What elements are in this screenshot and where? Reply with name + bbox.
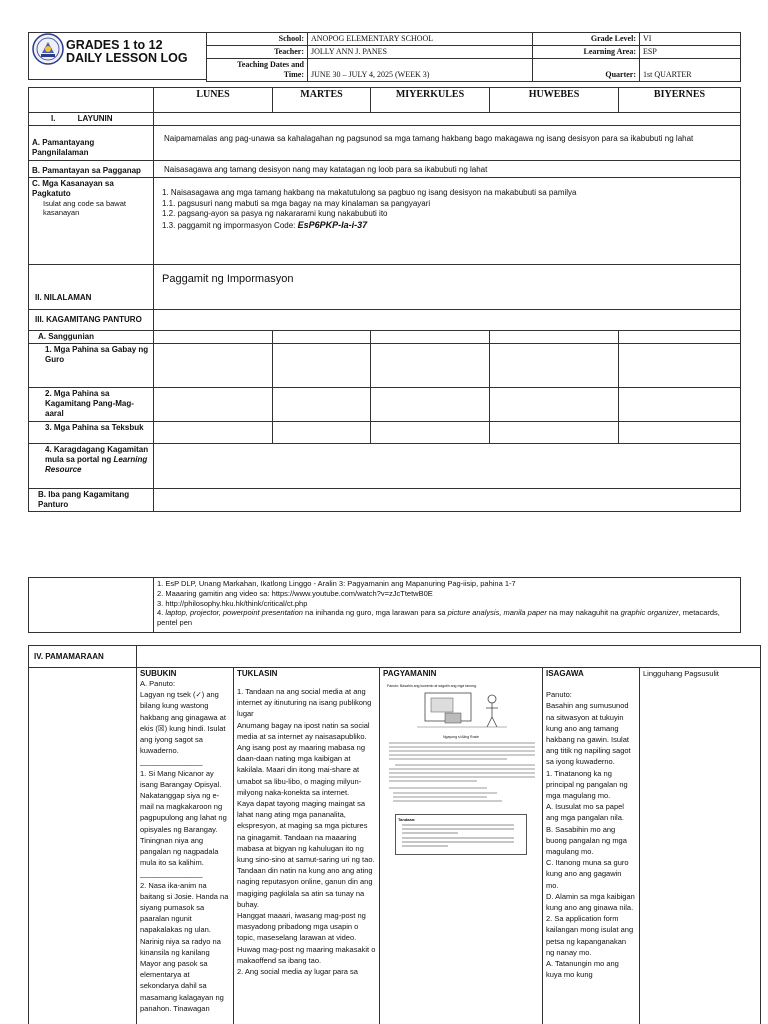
- kagamitang-pang-label: 2. Mga Pahina sa Kagamitang Pang-Mag-aaral: [29, 388, 154, 422]
- quarter-value: [640, 59, 741, 82]
- pamamaraan-table: [28, 645, 761, 1024]
- reference-4-f: graphic organizer: [620, 608, 679, 618]
- karagdagang-blank: [154, 444, 741, 489]
- title-line-1: GRADES 1 to 12: [66, 38, 163, 52]
- kasanayan-line-4: [162, 220, 737, 232]
- reference-4-b: laptop, projector, powerpoint presentation: [165, 608, 303, 618]
- sanggunian-label: A. Sanggunian: [29, 331, 154, 344]
- day-header-huwebes: HUWEBES: [490, 88, 619, 113]
- tandaan-text-icon: [398, 822, 518, 848]
- gabay-cell-4: [490, 344, 619, 388]
- gabay-cell-5: [619, 344, 741, 388]
- lesson-log-table: [28, 87, 741, 512]
- kasanayan-cell: [29, 178, 154, 265]
- pamamaraan-label: IV. PAMAMARAAN: [29, 646, 137, 668]
- layunin-label: [29, 113, 154, 126]
- reference-4-e: na may nakaguhit na: [546, 608, 621, 618]
- reference-1: 1. EsP DLP, Unang Markahan, Ikatlong Linggo - Aralin 3: Pagyamanin ang Mapanuring Pag-iisip, pahina 1-7: [157, 579, 516, 588]
- teksbuk-label: 3. Mga Pahina sa Teksbuk: [29, 422, 154, 444]
- teacher-label: Teacher:: [207, 46, 308, 59]
- gabay-cell-1: [154, 344, 273, 388]
- nilalaman-label: II. NILALAMAN: [29, 265, 154, 310]
- kasanayan-code: EsP6PKP-Ia-i-37: [297, 219, 368, 230]
- kasanayan-line-3: 1.2. pagsang-ayon sa pasya ng nakararami kung nakabubuti ito: [162, 209, 388, 218]
- kagamitan-label: III. KAGAMITANG PANTURO: [29, 310, 154, 331]
- learning-area-value: ESP: [640, 46, 741, 59]
- isagawa-header: ISAGAWA: [546, 669, 584, 678]
- nilalaman-text: Paggamit ng Impormasyon: [154, 265, 741, 310]
- pamamaraan-blank: [137, 646, 761, 668]
- pagganap-text: Naisasagawa ang tamang desisyon nang may katatagan ng loob para sa ikabubuti ng lahat: [154, 161, 741, 178]
- kagamitang-cell-4: [490, 388, 619, 422]
- teaching-dates-value: [308, 59, 533, 82]
- teksbuk-cell-1: [154, 422, 273, 444]
- kasanayan-line-2: 1.1. pagsusuri nang mabuti sa mga bagay na may kinalaman sa pangyayari: [162, 198, 431, 208]
- lingguhan-header: Lingguhang Pagsusulit: [643, 669, 719, 678]
- references-list: [154, 578, 741, 633]
- pamantayang-text: Naipamamalas ang pag-unawa sa kahalagahan ng pagsunod sa mga tamang hakbang bago makagawa ng isang desisyon para sa ikabubuti ng lahat: [154, 126, 741, 161]
- gabay-cell-3: [371, 344, 490, 388]
- layunin-blank: [154, 113, 741, 126]
- title-line-2: DAILY LESSON LOG: [66, 51, 188, 65]
- kagamitang-cell-5: [619, 388, 741, 422]
- tuklasin-text: 1. Tandaan na ang social media at ang internet ay itinuturing na isang publikong lugar Anumang bagay na ipost natin sa social media at sa internet ay naisasapubliko. Ang isang post ay maaring mabasa ng daan-daan nating mga kaibigan at kakilala. Maari din itong mai-share at umabot sa libu-libo, o maging milyun-milyong naka-konekta sa internet. Kaya dapat tayong maging maingat sa lahat nang ating mga pananalita, ekspresyon, at maging sa mga pictures na ginagamit. Tandaan na maaaring mabasa at bigyan ng kahulugan ito ng kung sino-sino at samut-saring uri ng tao. Tandaan din natin na kung ano ang ating naging reputasyon online, ganun din ang magiging pagkilala sa atin sa tunay na buhay. Hanggat maaari, iwasang mag-post ng masyadong pribadong mga usapin o topic, maseselang larawan at video. Huwag mag-post ng maaring makasakit o makaoffend sa ibang tao. 2. Ang social media ay lugar para sa: [237, 687, 376, 977]
- day-header-martes: MARTES: [273, 88, 371, 113]
- day-header-miyerkules: MIYERKULES: [371, 88, 490, 113]
- isagawa-text: Panuto: Basahin ang sumusunod na sitwasyon at tukuyin kung ano ang tamang hakbang na gawin. Isulat ang titik ng napiling sagot sa iyong kuwaderno. 1. Tinatanong ka ng principal ng pangalan ng mga magulang mo. A. Isusulat mo sa papel ang mga pangalan nila. B. Sasabihin mo ang buong pangalan ng mga magulang mo. C. Itanong muna sa guro kung ano ang gagawin mo. D. Alamin sa mga kaibigan kung ano ang ginawa nila. 2. Sa application form kailangan mong isulat ang petsa ng kapanganakan ng nanay mo. A. Tatanungin mo ang kuya mo kung: [546, 690, 635, 980]
- pagyamanin-tandaan: Tandaan:: [398, 817, 416, 822]
- kagamitang-cell-1: [154, 388, 273, 422]
- subukin-header: SUBUKIN: [140, 669, 177, 678]
- pamamaraan-left-blank: [29, 668, 137, 1024]
- reference-4-a: 4.: [157, 608, 166, 618]
- teaching-dates-label-1: Teaching Dates and: [237, 60, 304, 69]
- kagamitang-cell-2: [273, 388, 371, 422]
- iba-label: B. Iba pang Kagamitang Panturo: [29, 489, 154, 512]
- gabay-cell-2: [273, 344, 371, 388]
- sanggunian-cell-1: [154, 331, 273, 344]
- kasanayan-line-1: 1. Naisasagawa ang mga tamang hakbang na makatutulong sa pagbuo ng isang desisyon na makabubuti sa pamilya: [162, 188, 577, 197]
- kasanayan-note: Isulat ang code sa bawat kasanayan: [43, 199, 126, 217]
- reference-4: [157, 608, 737, 628]
- subukin-column: [137, 668, 234, 1024]
- teaching-dates-text: JUNE 30 – JULY 4, 2025 (WEEK 3): [311, 70, 430, 79]
- subukin-text: A. Panuto: Lagyan ng tsek (✓) ang bilang kung wastong hakbang ang ginagawa at ekis (☒) kung hindi. Isulat ang iyong sagot sa kuwaderno. _______________ 1. Si Mang Nicanor ay isang Barangay Opisyal. Nakatanggap siya ng e-mail na magkakaroon ng pagpupulong ang lahat ng opisyales ng Barangay. Tiningnan niya ang pangalan ng nagpadala mula ito sa kalihim. _______________ 2. Nasa ika-anim na baitang si Josie. Handa na siyang pumasok sa paaralan ngunit napakalakas ng ulan. Narinig niya sa radyo na kinansila ng kanilang Mayor ang pasok sa elementarya at sekondarya dahil sa masamang kalagayan ng panahon. Tinawagan: [140, 679, 229, 1013]
- reference-4-d: picture analysis, manila paper: [447, 608, 547, 618]
- tuklasin-header: TUKLASIN: [237, 669, 278, 678]
- header-info-table: [206, 32, 741, 82]
- kasanayan-label: C. Mga Kasanayan sa Pagkatuto: [32, 179, 114, 198]
- gabay-label: 1. Mga Pahina sa Gabay ng Guro: [29, 344, 154, 388]
- teksbuk-cell-4: [490, 422, 619, 444]
- worksheet-illustration-icon: [387, 689, 537, 731]
- worksheet-story-text-icon: [387, 740, 537, 810]
- references-left-blank: [29, 578, 154, 633]
- karagdagang-text: 4. Karagdagang Kagamitan mula sa portal ng: [45, 445, 149, 464]
- sanggunian-cell-5: [619, 331, 741, 344]
- grade-level-value: VI: [640, 33, 741, 46]
- tuklasin-column: [234, 668, 380, 1024]
- kagamitang-cell-3: [371, 388, 490, 422]
- reference-2: 2. Maaaring gamitin ang video sa: https://www.youtube.com/watch?v=zJcTtetwB0E: [157, 588, 433, 598]
- teksbuk-cell-3: [371, 422, 490, 444]
- pagyamanin-caption: Ngayong si Aling Rosie: [443, 735, 479, 739]
- quarter-label: [533, 59, 640, 82]
- school-label: School:: [207, 33, 308, 46]
- sanggunian-cell-4: [490, 331, 619, 344]
- teksbuk-cell-5: [619, 422, 741, 444]
- isagawa-column: [543, 668, 640, 1024]
- header-outline: [28, 32, 206, 80]
- karagdagang-italic: Learning Resource: [45, 455, 148, 474]
- karagdagang-label: [29, 444, 154, 489]
- learning-area-label: Learning Area:: [533, 46, 640, 59]
- pagyamanin-tandaan-box: [395, 814, 527, 855]
- lingguhan-column: [640, 668, 761, 1024]
- references-table: [28, 577, 741, 633]
- teaching-dates-label-2: Time:: [283, 70, 304, 79]
- teaching-dates-label: [207, 59, 308, 82]
- pagyamanin-header: PAGYAMANIN: [383, 669, 437, 678]
- pagganap-label: B. Pamantayan sa Pagganap: [29, 161, 154, 178]
- teacher-value: JOLLY ANN J. PANES: [308, 46, 533, 59]
- quarter-value-text: 1st QUARTER: [643, 70, 692, 79]
- pagyamanin-column: [380, 668, 543, 1024]
- kasanayan-line-4-text: 1.3. paggamit ng impormasyon Code:: [162, 220, 298, 230]
- iba-blank: [154, 489, 741, 512]
- layunin-text: I. LAYUNIN: [51, 114, 113, 123]
- day-header-lunes: LUNES: [154, 88, 273, 113]
- sanggunian-cell-3: [371, 331, 490, 344]
- day-header-blank: [29, 88, 154, 113]
- kagamitan-blank: [154, 310, 741, 331]
- reference-4-c: na inihanda ng guro, mga larawan para sa: [302, 608, 448, 618]
- pagyamanin-panuto: Panuto: Basahin ang kuwento at sagutin ang mga tanong.: [387, 684, 477, 688]
- grade-level-label: Grade Level:: [533, 33, 640, 46]
- sanggunian-cell-2: [273, 331, 371, 344]
- teksbuk-cell-2: [273, 422, 371, 444]
- kasanayan-text: [154, 178, 741, 265]
- pamantayang-label: A. Pamantayang Pangnilalaman: [29, 126, 154, 161]
- quarter-label-text: Quarter:: [605, 70, 636, 79]
- reference-3: 3. http://philosophy.hku.hk/think/critical/ct.php: [157, 598, 308, 608]
- reference-4-g: , metacards, pentel pen: [157, 608, 720, 628]
- day-header-biyernes: BIYERNES: [619, 88, 741, 113]
- school-value: ANOPOG ELEMENTARY SCHOOL: [308, 33, 533, 46]
- pagyamanin-worksheet-image: [383, 684, 539, 855]
